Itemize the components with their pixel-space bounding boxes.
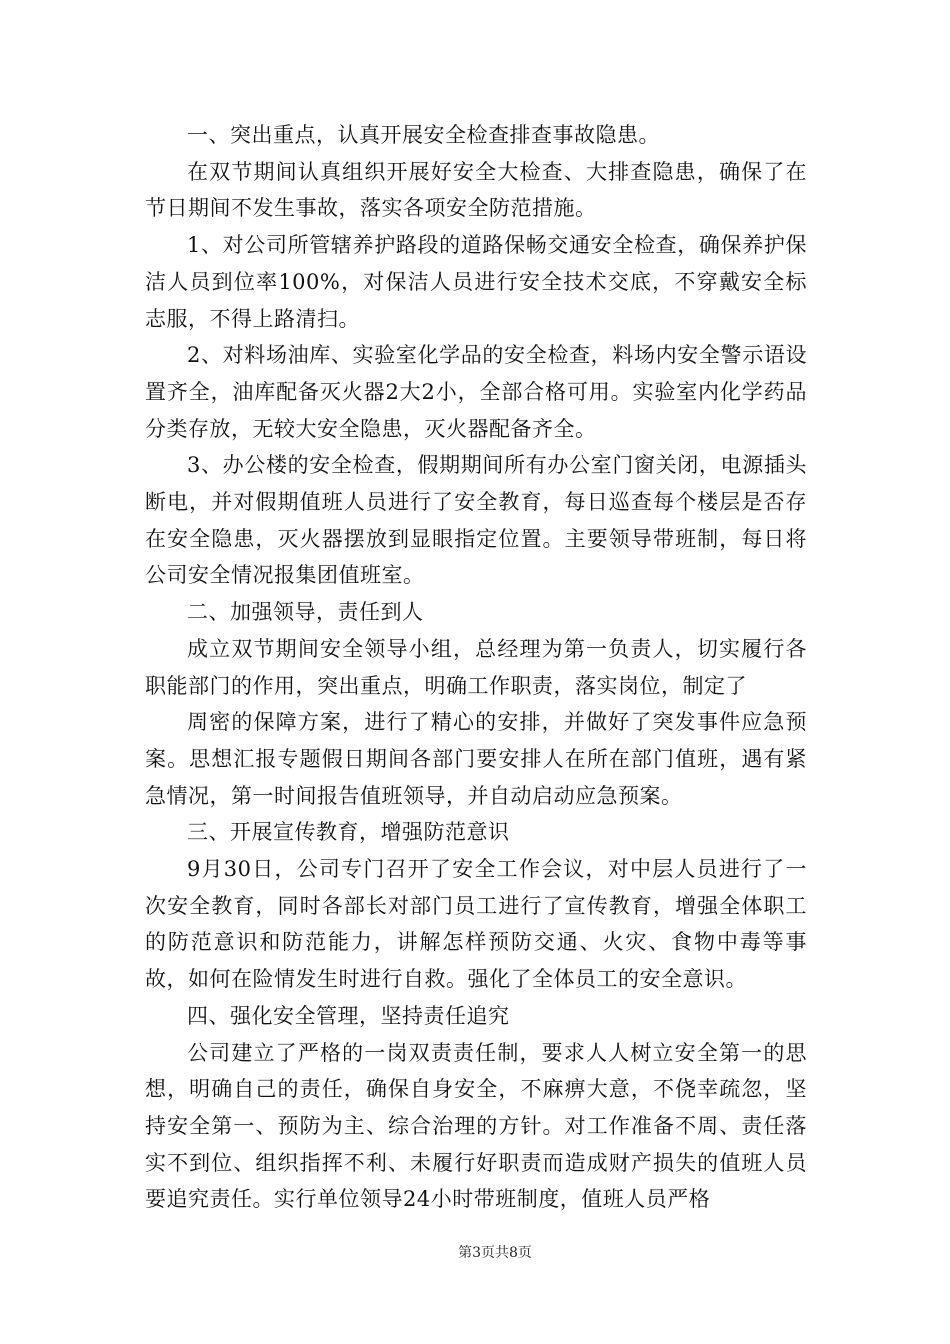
document-body — [145, 117, 807, 1218]
paragraph-leadership: 成立双节期间安全领导小组，总经理为第一负责人，切实履行各职能部门的作用，突出重点，明确工作职责，落实岗位，制定了 — [145, 636, 807, 698]
paragraph-heading-3: 三、开展宣传教育，增强防范意识 — [187, 820, 510, 845]
paragraph-heading-1: 一、突出重点，认真开展安全检查排查事故隐患。 — [187, 123, 660, 147]
paragraph-item-1: 1、对公司所管辖养护路段的道路保畅交通安全检查，确保养护保洁人员到位率100%，对保洁人员进行安全技术交底，不穿戴安全标志服，不得上路清扫。 — [145, 233, 807, 331]
paragraph-plan: 周密的保障方案，进行了精心的安排，并做好了突发事件应急预案。思想汇报专题假日期间各部门要安排人在所在部门值班，遇有紧急情况，第一时间报告值班领导，并自动启动应急预案。 — [145, 710, 807, 808]
paragraph-management: 公司建立了严格的一岗双责责任制，要求人人树立安全第一的思想，明确自己的责任，确保自身安全，不麻痹大意，不侥幸疏忽，坚持安全第一、预防为主、综合治理的方针。对工作准备不周、责任落实不到位、组织指挥不利、未履行好职责而造成财产损失的值班人员要追究责任。实行单位领导24小时带班制度，值班人员严格 — [145, 1040, 807, 1212]
paragraph-heading-4: 四、强化安全管理，坚持责任追究 — [187, 1003, 510, 1028]
page-footer — [0, 1244, 950, 1262]
paragraph-item-3: 3、办公楼的安全检查，假期期间所有办公室门窗关闭，电源插头断电，并对假期值班人员进行了安全教育，每日巡查每个楼层是否存在安全隐患，灭火器摆放到显眼指定位置。主要领导带班制，每日将公司安全情况报集团值班室。 — [145, 453, 807, 588]
paragraph-heading-2: 二、加强领导，责任到人 — [187, 600, 424, 625]
paragraph-intro: 在双节期间认真组织开展好安全大检查、大排查隐患，确保了在节日期间不发生事故，落实各项安全防范措施。 — [145, 159, 807, 221]
page-number-label: 第3页共8页 — [458, 1245, 532, 1261]
paragraph-item-2: 2、对料场油库、实验室化学品的安全检查，料场内安全警示语设置齐全，油库配备灭火器2大2小，全部合格可用。实验室内化学药品分类存放，无较大安全隐患，灭火器配备齐全。 — [145, 343, 807, 441]
paragraph-education: 9月30日，公司专门召开了安全工作会议，对中层人员进行了一次安全教育，同时各部长对部门员工进行了宣传教育，增强全体职工的防范意识和防范能力，讲解怎样预防交通、火灾、食物中毒等事故，如何在险情发生时进行自救。强化了全体员工的安全意识。 — [145, 857, 807, 992]
